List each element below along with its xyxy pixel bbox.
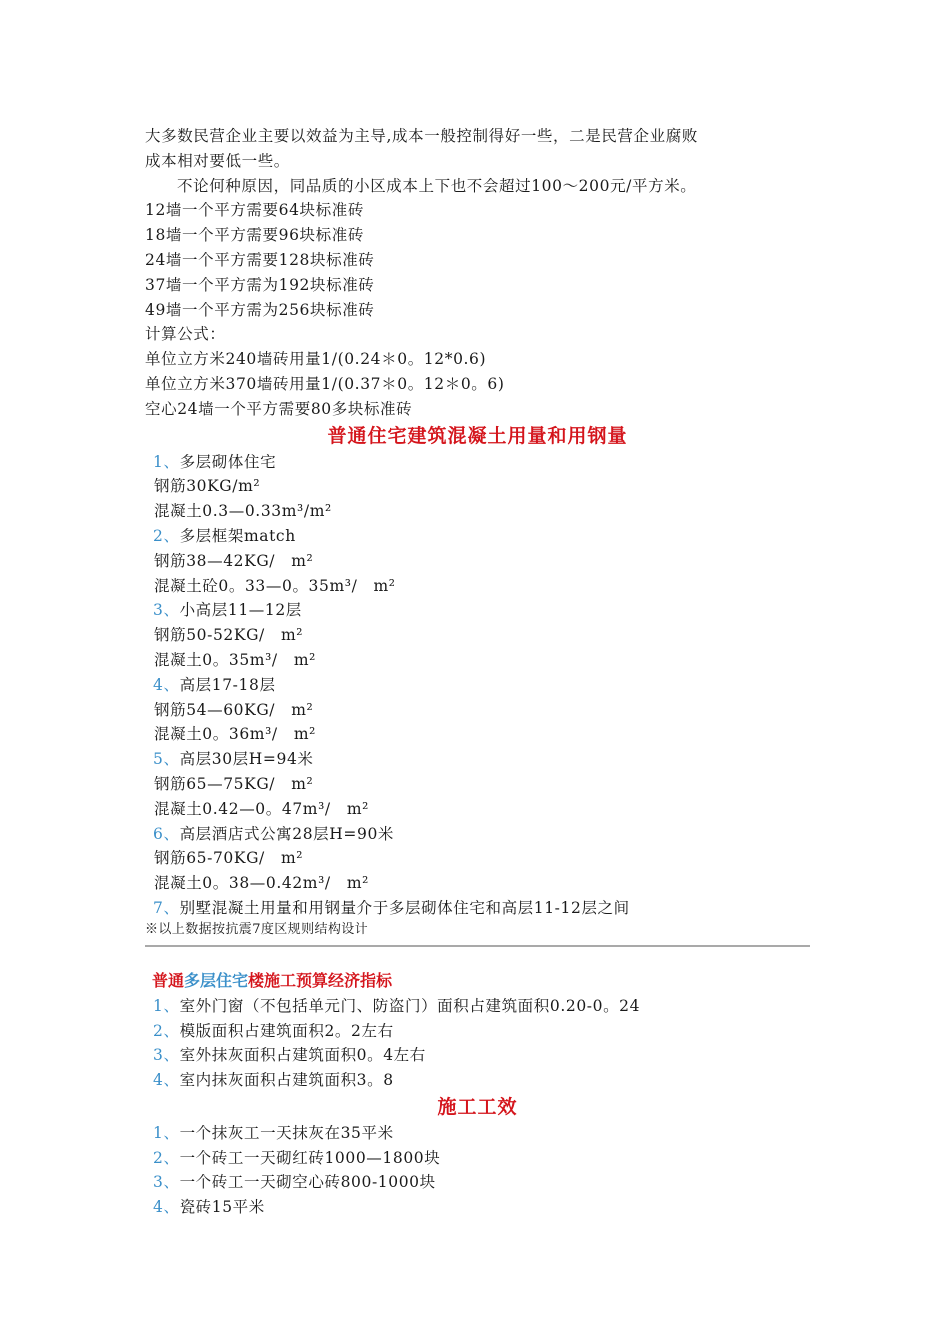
item-title: 高层30层H=94米	[179, 750, 314, 769]
item-title: 高层17-18层	[179, 675, 276, 694]
item-title: 小高层11—12层	[179, 601, 302, 620]
formula-heading: 计算公式：	[145, 325, 226, 344]
list-item	[145, 673, 810, 698]
concrete-value: 混凝土0.42—0。47m³/ m²	[154, 799, 369, 818]
list-item	[145, 822, 810, 847]
budget-index-list	[145, 994, 810, 1093]
formula-line: 单位立方米370墙砖用量1/(0.37＊0。12＊0。6)	[145, 374, 505, 393]
concrete-steel-list	[145, 450, 810, 921]
steel-value: 钢筋65-70KG/ m²	[154, 849, 304, 868]
list-item	[145, 1068, 810, 1093]
section-title-concrete-steel: 普通住宅建筑混凝土用量和用钢量	[327, 424, 628, 447]
section-divider	[145, 945, 810, 947]
item-number: 3、	[153, 1046, 180, 1065]
steel-value: 钢筋30KG/m²	[154, 477, 261, 496]
list-item	[145, 747, 810, 772]
item-text: 瓷砖15平米	[179, 1198, 265, 1217]
concrete-value: 混凝土0。35m³/ m²	[154, 650, 316, 669]
list-item	[145, 1019, 810, 1044]
item-title: 多层砌体住宅	[179, 452, 277, 471]
title-part-3: 楼施工预算经济指标	[248, 970, 393, 990]
steel-value: 钢筋50-52KG/ m²	[154, 626, 304, 645]
item-text: 室外抹灰面积占建筑面积0。4左右	[179, 1046, 426, 1065]
item-number: 1、	[153, 1123, 180, 1142]
brick-line: 12墙一个平方需要64块标准砖	[145, 201, 364, 220]
item-text: 室外门窗（不包括单元门、防盗门）面积占建筑面积0.20-0。24	[179, 996, 641, 1015]
item-number: 7、	[153, 898, 180, 917]
brick-line: 18墙一个平方需要96块标准砖	[145, 226, 364, 245]
concrete-value: 混凝土0.3—0.33m³/m²	[154, 502, 332, 521]
list-item	[145, 598, 810, 623]
item-text: 模版面积占建筑面积2。2左右	[179, 1021, 394, 1040]
list-item	[145, 896, 810, 921]
item-number: 6、	[153, 824, 180, 843]
item-title: 别墅混凝土用量和用钢量介于多层砌体住宅和高层11-12层之间	[179, 898, 630, 917]
intro-paragraph-line-1: 大多数民营企业主要以效益为主导,成本一般控制得好一些，二是民营企业腐败	[145, 127, 698, 145]
brick-line: 49墙一个平方需为256块标准砖	[145, 300, 375, 319]
intro-paragraph-2: 不论何种原因，同品质的小区成本上下也不会超过100～200元/平方米。	[177, 176, 697, 195]
item-text: 一个砖工一天砌红砖1000—1800块	[179, 1148, 441, 1167]
item-text: 一个抹灰工一天抹灰在35平米	[179, 1123, 394, 1142]
concrete-value: 混凝土0。36m³/ m²	[154, 725, 316, 744]
concrete-value: 混凝土砼0。33—0。35m³/ m²	[154, 576, 396, 595]
list-item	[145, 1170, 810, 1195]
list-item	[145, 1043, 810, 1068]
list-item	[145, 524, 810, 549]
item-number: 5、	[153, 750, 180, 769]
item-title: 高层酒店式公寓28层H=90米	[179, 824, 395, 843]
list-item	[145, 1121, 810, 1146]
item-number: 2、	[153, 1021, 180, 1040]
item-number: 3、	[153, 1173, 180, 1192]
steel-value: 钢筋65—75KG/ m²	[154, 774, 314, 793]
document-page	[145, 124, 810, 1220]
seismic-note: ※以上数据按抗震7度区规则结构设计	[145, 921, 369, 937]
item-number: 2、	[153, 526, 180, 545]
list-item	[145, 1195, 810, 1220]
title-part-2: 多层住宅	[184, 970, 249, 990]
section-title-work-efficiency: 施工工效	[437, 1095, 518, 1118]
formula-line: 单位立方米240墙砖用量1/(0.24＊0。12*0.6)	[145, 350, 487, 369]
brick-line: 24墙一个平方需要128块标准砖	[145, 250, 375, 269]
item-text: 室内抹灰面积占建筑面积3。8	[179, 1071, 394, 1090]
steel-value: 钢筋54—60KG/ m²	[154, 700, 314, 719]
item-number: 3、	[153, 601, 180, 620]
concrete-value: 混凝土0。38—0.42m³/ m²	[154, 874, 369, 893]
item-number: 4、	[153, 1198, 180, 1217]
list-item	[145, 994, 810, 1019]
item-number: 1、	[153, 452, 180, 471]
title-part-1: 普通	[152, 970, 185, 990]
work-efficiency-list	[145, 1121, 810, 1220]
intro-paragraph-line-2: 成本相对要低一些。	[145, 151, 290, 170]
item-number: 4、	[153, 675, 180, 694]
brick-line: 37墙一个平方需为192块标准砖	[145, 275, 375, 294]
item-number: 1、	[153, 996, 180, 1015]
item-number: 4、	[153, 1071, 180, 1090]
brick-usage-list	[145, 198, 810, 421]
list-item	[145, 450, 810, 475]
steel-value: 钢筋38—42KG/ m²	[154, 551, 314, 570]
item-text: 一个砖工一天砌空心砖800-1000块	[179, 1173, 436, 1192]
section-title-budget-index	[145, 968, 810, 994]
item-title: 多层框架match	[179, 526, 296, 545]
item-number: 2、	[153, 1148, 180, 1167]
brick-line: 空心24墙一个平方需要80多块标准砖	[145, 399, 413, 418]
list-item	[145, 1146, 810, 1171]
